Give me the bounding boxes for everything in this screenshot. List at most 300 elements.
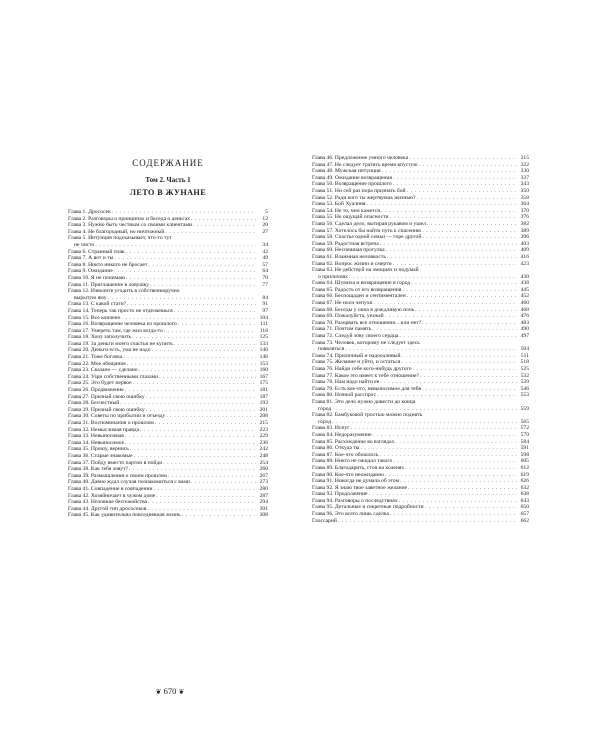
toc-entry-page: 34: [262, 241, 268, 248]
toc-entry-page: 584: [520, 438, 529, 445]
toc-leader-dots: [424, 504, 517, 511]
toc-entry: [68, 301, 268, 308]
toc-leader-dots: [426, 221, 517, 228]
toc-entry-page: 187: [259, 393, 268, 400]
page-number: [150, 686, 190, 696]
toc-leader-dots: [381, 168, 517, 175]
toc-entry-page: 242: [259, 446, 268, 453]
toc-entry-page: 254: [259, 459, 268, 466]
toc-leader-dots: [331, 419, 517, 426]
toc-entry: [312, 188, 529, 195]
toc-right-column: [312, 155, 529, 524]
toc-leader-dots: [404, 465, 517, 472]
toc-leader-dots: [389, 511, 517, 518]
toc-entry-title: Глоссарий: [312, 517, 337, 524]
toc-leader-dots: [153, 486, 256, 493]
toc-entry-title: Глава 46. Предложение умного человека: [312, 155, 409, 161]
toc-leader-dots: [131, 334, 256, 341]
toc-entry-title: Глава 28. Бесчестный: [68, 400, 120, 407]
toc-leader-dots: [408, 155, 517, 162]
toc-entry-page: 612: [520, 464, 529, 471]
toc-entry-title: Глава 21. Тоже богачка: [68, 354, 123, 361]
toc-entry-title: Глава 33. Невыносимая: [68, 433, 124, 440]
toc-entry-page: 175: [259, 380, 268, 387]
toc-entry-title: Глава 17. Умереть там, где жил когда-то: [68, 327, 163, 334]
toc-leader-dots: [167, 473, 256, 480]
toc-entry-title: Глава 3. Нужно быть честным со своими клиентами: [68, 222, 192, 229]
toc-entry-title: Глава 61. Взаимная неловкость: [312, 253, 386, 260]
toc-entry-title: Глава 60. Неспешная прогулка: [312, 247, 385, 254]
toc-entry-page: 111: [260, 321, 268, 328]
toc-entry-title: Глава 92. Я знаю твое заветное желание: [312, 484, 408, 491]
toc-entry-page: 84: [262, 294, 268, 301]
toc-entry-title: Глава 8. Никто никого не бросает: [68, 261, 148, 268]
toc-entry-title: Глава 40. Давно ждал случая познакомиться с вами: [68, 479, 190, 486]
toc-entry-title: Глава 51. Ни сей раз пора признать бой: [312, 187, 406, 194]
toc-entry-title: Глава 42. Хозяйничает в чужом доме: [68, 492, 156, 499]
toc-entry-page: 403: [520, 240, 529, 247]
toc-entry: [312, 366, 529, 373]
toc-entry-page: 370: [520, 207, 529, 214]
toc-entry-page: 125: [259, 334, 268, 341]
toc-entry: [312, 214, 529, 221]
toc-leader-dots: [177, 321, 256, 328]
toc-entry-title: Глава 88. Никто не ожидал такого: [312, 458, 393, 465]
toc-leader-dots: [155, 493, 256, 500]
toc-leader-dots: [120, 315, 256, 322]
toc-entry-page: 638: [520, 491, 529, 498]
toc-entry-page: 5: [265, 209, 268, 215]
toc-entry-title: Глава 24. Узри собственными глазами: [68, 373, 159, 380]
toc-entry-title: Глава 64. Шумиха и возвращение в город: [312, 280, 411, 287]
toc-entry-title: Глава 18. Хочу заполучить: [68, 334, 131, 341]
toc-leader-dots: [125, 275, 256, 282]
toc-entry-page: 260: [259, 466, 268, 473]
toc-leader-dots: [392, 175, 517, 182]
toc-entry-title: Глава 78. Нам надо найти ее: [312, 379, 380, 386]
toc-entry-page: 452: [520, 293, 529, 300]
section-title: ЛЕТО В ЖУНАНЕ: [129, 188, 207, 197]
toc-entry-title: Глава 30. Советы по прибытии и отъезду: [68, 413, 166, 420]
toc-leader-dots: [126, 301, 256, 308]
toc-entry-page: 42: [262, 248, 268, 255]
toc-entry-page: 525: [520, 366, 529, 372]
toc-entry-title: Глава 63. Не действуй на эмоциях и подумай: [312, 267, 419, 274]
toc-entry-title: Глава 12. Изволите угодить в собственноручно: [68, 288, 180, 295]
toc-entry-page: 511: [520, 352, 529, 359]
toc-entry-title: Глава 81. Это дело нужно довести до конца: [312, 398, 416, 405]
toc-entry-page: 91: [262, 301, 268, 308]
toc-entry: [312, 359, 529, 366]
toc-leader-dots: [190, 216, 256, 223]
toc-leader-dots: [379, 241, 517, 248]
toc-entry-title: Глава 85. Расхождение во взглядах: [312, 438, 395, 445]
toc-leader-dots: [151, 347, 256, 354]
toc-leader-dots: [124, 440, 256, 447]
toc-entry-title: Глава 62. Вопрос жизни и смерти: [312, 260, 392, 267]
toc-entry: [312, 300, 529, 307]
toc-entry: [68, 262, 268, 269]
toc-entry-page: 591: [520, 445, 529, 452]
toc-entry-title: Глава 49. Ожидание возвращения: [312, 174, 392, 181]
toc-entry: [312, 412, 529, 419]
toc-entry: [312, 274, 529, 281]
toc-entry-page: 350: [520, 187, 529, 194]
toc-entry: [312, 168, 529, 175]
toc-leader-dots: [190, 479, 256, 486]
toc-entry-page: 389: [520, 227, 529, 234]
toc-leader-dots: [373, 300, 517, 307]
toc-entry: [312, 333, 529, 340]
toc-entry: [68, 361, 268, 368]
toc-leader-dots: [113, 268, 256, 275]
toc-entry-page: 27: [262, 228, 268, 235]
toc-entry-page: 301: [259, 505, 268, 512]
toc-leader-dots: [122, 354, 256, 361]
toc-entry-page: 12: [262, 215, 268, 222]
toc-entry: [312, 234, 529, 241]
toc-entry-page: 153: [259, 360, 268, 367]
toc-entry-title: Глава 43. Неловкие беспокойства: [68, 499, 148, 506]
toc-leader-dots: [165, 413, 256, 420]
toc-entry-page: 438: [520, 280, 529, 287]
toc-entry: [68, 209, 268, 216]
toc-entry: [68, 427, 268, 434]
toc-entry-title: Глава 50. Возвращение прошлого: [312, 181, 392, 188]
toc-entry-title: Глава 76. Найди себе кого-нибудь другого: [312, 366, 412, 372]
toc-entry: [68, 486, 268, 493]
toc-entry-title: Глава 29. Признай свою ошибку: [68, 406, 145, 413]
toc-leader-dots: [138, 367, 256, 374]
volume-label: Том 2. Часть 1: [145, 176, 191, 184]
toc-leader-dots: [124, 387, 256, 394]
toc-entry-title: Глава 11. Приглашение в ловушку: [68, 281, 150, 288]
toc-entry-title: город: [318, 418, 332, 425]
toc-leader-dots: [414, 307, 517, 314]
toc-entry-title: Глава 2. Разговоры о принципах и беседа о деньгах: [68, 215, 190, 222]
toc-leader-dots: [125, 249, 256, 256]
toc-entry-page: 445: [520, 286, 529, 293]
toc-entry-title: Глава 7. А вот и ты: [68, 255, 114, 262]
toc-leader-dots: [401, 353, 517, 360]
toc-leader-dots: [385, 247, 517, 254]
toc-entry: [312, 491, 529, 498]
toc-entry-title: Глава 25. Это будет первое: [68, 380, 132, 387]
toc-leader-dots: [421, 320, 517, 327]
toc-entry-page: 497: [520, 333, 529, 340]
toc-entry-page: 104: [259, 314, 268, 321]
toc-entry-page: 337: [520, 174, 529, 181]
toc-entry-page: 626: [520, 478, 529, 485]
toc-entry: [312, 254, 529, 261]
toc-entry: [312, 221, 529, 228]
toc-entry-page: 140: [259, 347, 268, 354]
toc-leader-dots: [380, 208, 517, 215]
toc-entry: [68, 413, 268, 420]
toc-entry: [68, 341, 268, 348]
toc-entry-title: Глава 41. Совпадение в совпадении: [68, 485, 153, 492]
toc-entry-page: 160: [259, 367, 268, 374]
toc-entry-title: Глава 94. Разговоры о последствиях: [312, 497, 398, 504]
ornament-right-icon: ❦: [178, 688, 185, 696]
toc-entry-title: Глава 66. Беспощаден и сентиментален: [312, 293, 406, 300]
toc-entry-title: Глава 6. Странный плак: [68, 248, 125, 255]
toc-entry-title: Глава 5. Интуиция подсказывает, что-то тут: [68, 235, 172, 242]
toc-entry-title: Глава 19. За деньги моего счастья не купить: [68, 340, 173, 347]
toc-entry-title: о приличиях: [318, 273, 348, 280]
toc-entry: [68, 473, 268, 480]
toc-entry-title: Глава 67. Не носи чепухи: [312, 300, 373, 307]
toc-entry: [312, 162, 529, 169]
toc-entry: [68, 512, 268, 519]
toc-entry-page: 476: [520, 313, 529, 320]
toc-leader-dots: [407, 485, 517, 492]
toc-entry: [312, 399, 529, 406]
toc-entry-page: 308: [259, 512, 268, 519]
toc-entry-title: Глава 70. Разорвать все отношения... или нет?: [312, 319, 422, 326]
toc-entry-page: 343: [520, 181, 529, 188]
toc-entry: [312, 241, 529, 248]
toc-entry-page: 248: [259, 452, 268, 459]
page-number-text: 670: [163, 686, 177, 696]
toc-entry-page: 20: [262, 222, 268, 229]
toc-entry-page: 64: [262, 268, 268, 275]
toc-entry-title: Глава 96. Это всего лишь сделка: [312, 511, 389, 518]
toc-entry-title: Глава 77. Какое это имеет к тебе отношение?: [312, 372, 419, 379]
toc-leader-dots: [359, 445, 517, 452]
toc-leader-dots: [124, 433, 256, 440]
toc-leader-dots: [392, 181, 517, 188]
toc-entry: [68, 334, 268, 341]
toc-entry-page: 572: [520, 425, 529, 432]
toc-entry-page: 223: [259, 426, 268, 433]
toc-entry-title: Глава 39. Размышления о своем прошлом: [68, 472, 167, 479]
toc-entry-title: Глава 48. Мужская интуиция: [312, 168, 381, 175]
toc-entry: [312, 504, 529, 511]
toc-entry: [312, 478, 529, 485]
toc-entry-title: Глава 75. Желание и уйти, и остаться: [312, 359, 401, 366]
toc-leader-dots: [378, 452, 517, 459]
toc-entry-title: Глава 93. Продолжение: [312, 491, 368, 498]
toc-leader-dots: [400, 359, 517, 366]
toc-leader-dots: [113, 255, 256, 262]
toc-entry-title: Глава 90. Кое-что неожиданно: [312, 471, 385, 478]
toc-entry-title: появляться: [318, 346, 345, 353]
toc-leader-dots: [399, 478, 517, 485]
toc-entry-title: Глава 26. Продвижение: [68, 387, 124, 394]
toc-entry-page: 460: [520, 300, 529, 307]
toc-entry-page: 416: [520, 253, 529, 260]
toc-entry: [312, 280, 529, 287]
toc-entry-page: 504: [520, 346, 529, 353]
toc-leader-dots: [132, 380, 256, 387]
toc-entry-page: 70: [262, 274, 268, 281]
toc-entry: [68, 288, 268, 295]
toc-entry: [68, 229, 268, 236]
toc-leader-dots: [398, 333, 517, 340]
toc-entry-page: 598: [520, 451, 529, 458]
toc-entry: [312, 320, 529, 327]
toc-entry-title: Глава 59. Радостная встреча: [312, 240, 379, 247]
toc-leader-dots: [119, 400, 256, 407]
toc-entry-page: 97: [262, 307, 268, 314]
toc-leader-dots: [412, 366, 517, 373]
toc-entry-title: Глава 47. Не следует тратить время впустую: [312, 161, 418, 168]
toc-leader-dots: [107, 295, 256, 302]
toc-leader-dots: [421, 234, 517, 241]
toc-entry: [312, 518, 529, 525]
toc-leader-dots: [389, 214, 517, 221]
toc-leader-dots: [418, 162, 517, 169]
toc-leader-dots: [419, 373, 517, 380]
toc-entry-title: Глава 22. Мое обещание: [68, 360, 126, 367]
toc-entry: [312, 313, 529, 320]
toc-entry: [68, 367, 268, 374]
toc-entry: [68, 499, 268, 506]
toc-entry-title: Глава 23. Сказано — сделано: [68, 367, 138, 374]
toc-entry-page: 619: [520, 471, 529, 478]
toc-leader-dots: [94, 242, 256, 249]
toc-entry-page: 315: [520, 155, 529, 161]
toc-entry-page: 409: [520, 247, 529, 254]
toc-entry-title: Глава 37. Пойду вместо партии в пойди: [68, 459, 163, 466]
toc-entry-page: 605: [520, 458, 529, 465]
toc-entry-page: 49: [262, 255, 268, 262]
toc-leader-dots: [146, 506, 256, 513]
toc-entry: [312, 452, 529, 459]
toc-entry: [68, 242, 268, 249]
toc-entry-page: 193: [259, 400, 268, 407]
toc-entry: [312, 425, 529, 432]
toc-entry-title: Глава 69. Пожалуйста, уезжай: [312, 313, 384, 320]
toc-leader-dots: [379, 379, 517, 386]
toc-entry: [68, 308, 268, 315]
toc-entry-title: Глава 87. Кое-что обошлось: [312, 451, 379, 458]
toc-leader-dots: [337, 518, 517, 525]
toc-entry-page: 559: [520, 405, 529, 412]
toc-leader-dots: [126, 361, 256, 368]
toc-entry-page: 133: [259, 340, 268, 347]
toc-entry: [68, 506, 268, 513]
toc-entry-page: 229: [259, 433, 268, 440]
toc-entry-page: 330: [520, 168, 529, 175]
toc-entry-title: Глава 54. Не то, чем кажется: [312, 207, 381, 214]
toc-entry-page: 532: [520, 372, 529, 379]
toc-entry-title: Глава 45. Как удивительна повседневная жизнь: [68, 512, 181, 519]
toc-entry-title: Глава 58. Счастье одной семьи — горе другой: [312, 234, 422, 241]
contents-title: СОДЕРЖАНИЕ: [132, 158, 204, 168]
toc-entry: [68, 354, 268, 361]
toc-entry: [312, 392, 529, 399]
toc-leader-dots: [350, 425, 517, 432]
toc-entry: [312, 267, 529, 274]
toc-entry-page: 632: [520, 484, 529, 491]
toc-entry-title: Глава 56. Сделал дело, вытирая рукавом и ушел: [312, 220, 426, 227]
toc-entry: [312, 181, 529, 188]
toc-entry-title: Глава 34. Невыносимое: [68, 439, 125, 446]
toc-leader-dots: [173, 341, 256, 348]
toc-entry-page: 201: [259, 406, 268, 413]
toc-entry-page: 118: [259, 327, 268, 334]
toc-entry-title: Глава 84. Недоразумение: [312, 431, 372, 438]
toc-entry: [312, 439, 529, 446]
toc-entry-page: 146: [259, 354, 268, 361]
toc-entry: [68, 433, 268, 440]
toc-entry-page: 294: [259, 499, 268, 506]
toc-entry-page: 490: [520, 326, 529, 333]
toc-leader-dots: [344, 346, 517, 353]
toc-leader-dots: [181, 512, 256, 519]
toc-entry-page: 382: [520, 220, 529, 227]
toc-entry-page: 267: [259, 472, 268, 479]
toc-entry-title: Глава 95. Детальные и секретные подробности: [312, 504, 424, 511]
toc-entry-title: Глава 27. Признай свою ошибку: [68, 393, 145, 400]
toc-entry: [68, 453, 268, 460]
toc-leader-dots: [376, 392, 517, 399]
toc-entry-page: 650: [520, 504, 529, 511]
toc-entry: [68, 420, 268, 427]
toc-entry-title: Глава 32. Немыслимая правда: [68, 426, 140, 433]
toc-leader-dots: [147, 262, 256, 269]
toc-entry-title: Глава 71. Почтим память: [312, 326, 372, 333]
toc-entry-page: 280: [259, 485, 268, 492]
toc-leader-dots: [147, 499, 256, 506]
toc-leader-dots: [129, 446, 256, 453]
toc-entry: [68, 315, 268, 322]
toc-entry-page: 483: [520, 319, 529, 326]
toc-entry: [312, 511, 529, 518]
toc-entry-page: 643: [520, 497, 529, 504]
toc-entry-title: Глава 82. Бамбуковой тростью можно поднять: [312, 412, 423, 419]
toc-leader-dots: [365, 201, 517, 208]
toc-entry-page: 518: [520, 359, 529, 366]
toc-entry-title: Глава 15. Все кончено: [68, 314, 121, 321]
toc-leader-dots: [154, 420, 256, 427]
toc-entry-page: 396: [520, 234, 529, 241]
toc-entry: [312, 293, 529, 300]
toc-entry: [68, 387, 268, 394]
toc-entry-title: Глава 14. Теперь так просто не отделаешься: [68, 307, 173, 314]
toc-entry-page: 546: [520, 385, 529, 392]
toc-leader-dots: [163, 328, 256, 335]
toc-entry: [68, 380, 268, 387]
toc-entry: [68, 446, 268, 453]
toc-left-column: [68, 209, 268, 519]
toc-entry: [312, 175, 529, 182]
toc-entry-page: 430: [520, 273, 529, 280]
toc-entry-page: 662: [520, 517, 529, 524]
toc-entry-page: 322: [520, 161, 529, 168]
toc-leader-dots: [145, 394, 256, 401]
toc-entry-title: Глава 55. Не ощущай опасности: [312, 214, 389, 221]
toc-entry: [312, 379, 529, 386]
toc-entry-title: Глава 4. Не благородный, но ничтожный: [68, 228, 165, 235]
toc-entry: [68, 321, 268, 328]
toc-entry: [312, 287, 529, 294]
toc-leader-dots: [421, 386, 517, 393]
toc-leader-dots: [421, 228, 517, 235]
toc-leader-dots: [394, 439, 517, 446]
toc-entry: [68, 275, 268, 282]
toc-entry-title: Глава 53. Бой Хуалиня: [312, 201, 366, 208]
toc-leader-dots: [384, 472, 517, 479]
toc-entry-page: 208: [259, 413, 268, 420]
toc-entry-page: 181: [259, 387, 268, 394]
toc-entry-title: Глава 72. Следуй зову своего сердца: [312, 333, 399, 340]
toc-leader-dots: [401, 287, 517, 294]
toc-leader-dots: [392, 458, 517, 465]
toc-entry-title: Глава 13. С какой стати?: [68, 301, 127, 308]
